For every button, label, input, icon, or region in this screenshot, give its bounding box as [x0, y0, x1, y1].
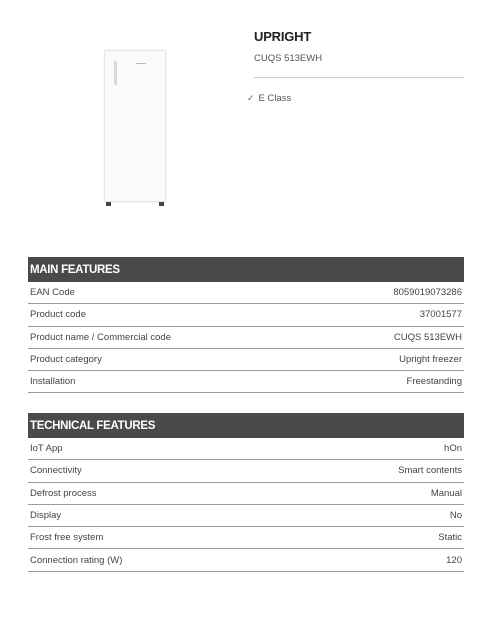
spec-row: [28, 505, 464, 527]
spec-value: 37001577: [419, 309, 462, 321]
spec-label: Product name / Commercial code: [30, 331, 171, 343]
spec-value: No: [449, 510, 462, 522]
spec-label: Product category: [30, 354, 102, 366]
technical-features-section: [28, 413, 464, 572]
spec-label: Frost free system: [30, 532, 104, 544]
spec-label: Display: [30, 510, 62, 522]
spec-row: [28, 327, 464, 349]
product-title: UPRIGHT: [254, 29, 312, 44]
door-handle: [114, 61, 117, 85]
spec-row: [28, 460, 464, 482]
spec-label: Installation: [30, 376, 76, 388]
spec-label: Defrost process: [30, 487, 97, 499]
brand-mark: [136, 63, 146, 64]
spec-value: 8059019073286: [393, 287, 462, 299]
product-model: CUQS 513EWH: [254, 53, 323, 64]
spec-row: [28, 371, 464, 393]
spec-row: [28, 282, 464, 304]
product-image: [98, 48, 172, 210]
spec-row: [28, 349, 464, 371]
check-icon: ✓: [247, 93, 255, 103]
spec-label: Connection rating (W): [30, 554, 123, 566]
spec-value: 120: [446, 554, 462, 566]
spec-row: [28, 304, 464, 326]
energy-class-label: E Class: [258, 93, 292, 104]
spec-value: hOn: [444, 443, 462, 455]
main-features-section: [28, 257, 464, 393]
spec-label: EAN Code: [30, 287, 75, 299]
spec-value: Smart contents: [398, 465, 462, 477]
freezer-foot-right: [159, 202, 164, 206]
spec-label: Product code: [30, 309, 86, 321]
header-divider: [254, 77, 464, 78]
freezer-body: [104, 50, 166, 202]
spec-value: CUQS 513EWH: [393, 331, 462, 343]
technical-features-heading: TECHNICAL FEATURES: [28, 413, 464, 438]
freezer-foot-left: [106, 202, 111, 206]
energy-class-row: [247, 93, 291, 104]
spec-value: Upright freezer: [399, 354, 462, 366]
spec-row: [28, 549, 464, 571]
main-features-heading: MAIN FEATURES: [28, 257, 464, 282]
spec-value: Freestanding: [406, 376, 462, 388]
spec-value: Static: [438, 532, 462, 544]
spec-label: Connectivity: [30, 465, 82, 477]
spec-row: [28, 527, 464, 549]
spec-row: [28, 438, 464, 460]
spec-row: [28, 483, 464, 505]
spec-value: Manual: [430, 487, 462, 499]
spec-label: IoT App: [30, 443, 63, 455]
